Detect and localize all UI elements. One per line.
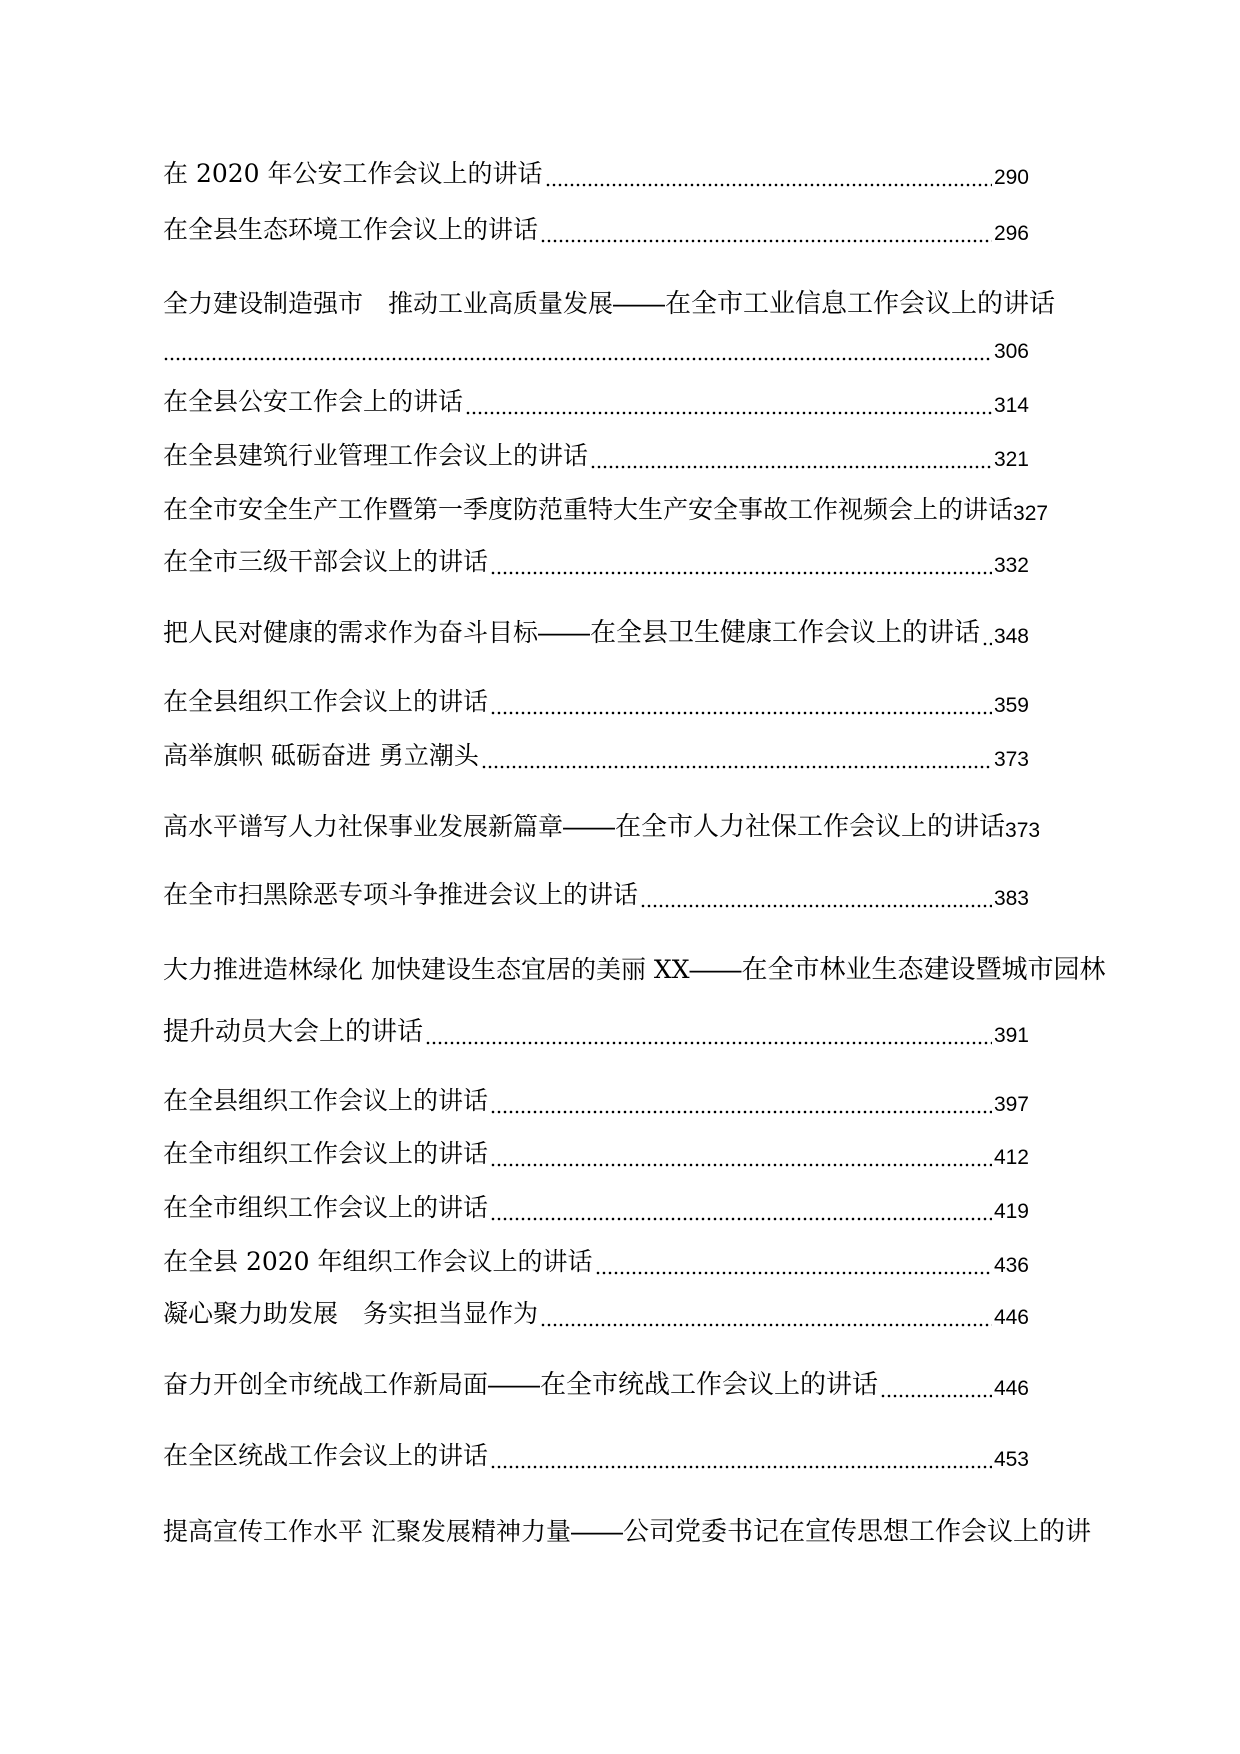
entry-title: 把人民对健康的需求作为奋斗目标 [163, 618, 539, 647]
entry-title: 高举旗帜 砥砺奋进 勇立潮头 [163, 741, 479, 770]
entry-title: 在全县生态环境工作会议上的讲话 [163, 215, 539, 244]
page-number: 383 [993, 887, 1029, 910]
page-number: 321 [993, 448, 1029, 471]
dot-leader [595, 1271, 992, 1275]
entry-subtitle: ——在全市统战工作会议上的讲话 [488, 1369, 879, 1399]
entry-title: 大力推进造林绿化 加快建设生态宜居的美丽 XX [163, 955, 690, 984]
entry-title: 奋力开创全市统战工作新局面 [163, 1370, 489, 1399]
dot-leader [490, 1217, 992, 1221]
toc-entry-continuation [163, 335, 1029, 369]
page-number: 296 [993, 222, 1029, 245]
page-number: 314 [993, 394, 1029, 417]
dot-leader [481, 765, 992, 769]
toc-entry [163, 743, 1029, 777]
entry-title: 在全县 2020 年组织工作会议上的讲话 [163, 1247, 593, 1276]
toc-entry [163, 882, 1029, 916]
toc-entry [163, 161, 1029, 195]
dot-leader [880, 1394, 992, 1398]
toc-entry-continuation [163, 1016, 1029, 1053]
toc-entry [163, 811, 1041, 848]
toc-entry [163, 389, 1029, 423]
dot-leader [982, 642, 992, 646]
page-number: 373 [993, 748, 1029, 771]
page-number: 412 [993, 1146, 1029, 1169]
toc-entry [163, 1301, 1029, 1335]
page-number: 327 [1013, 502, 1049, 525]
entry-title: 在全市扫黑除恶专项斗争推进会议上的讲话 [163, 880, 639, 909]
page-number: 446 [993, 1377, 1029, 1400]
page-number: 436 [993, 1254, 1029, 1277]
dot-leader [490, 571, 992, 575]
entry-title: 在 2020 年公安工作会议上的讲话 [163, 159, 543, 188]
dot-leader [425, 1041, 992, 1045]
entry-title: 在全县建筑行业管理工作会议上的讲话 [163, 441, 589, 470]
entry-subtitle: ——在全市人力社保工作会议上的讲话 [563, 811, 1006, 841]
toc-entry [163, 495, 1049, 531]
dot-leader [540, 1323, 992, 1327]
page-number: 391 [993, 1024, 1029, 1047]
dot-leader [590, 465, 992, 469]
page-number: 446 [993, 1306, 1029, 1329]
toc-entry [163, 689, 1029, 723]
entry-title: 在全市安全生产工作暨第一季度防范重特大生产安全事故工作视频会上的讲话 [163, 495, 1014, 524]
entry-title: 在全区统战工作会议上的讲话 [163, 1441, 489, 1470]
page-number: 397 [993, 1093, 1029, 1116]
page-number: 419 [993, 1200, 1029, 1223]
entry-title: 凝心聚力助发展 务实担当显作为 [163, 1299, 539, 1328]
toc-entry [163, 952, 1106, 986]
toc-entry [163, 1141, 1029, 1175]
toc-entry [163, 217, 1029, 251]
entry-subtitle: ——公司党委书记在宣传思想工作会议上的讲 [570, 1516, 1091, 1546]
dot-leader [545, 183, 992, 187]
toc-entry [163, 1249, 1029, 1283]
dot-leader [490, 1110, 992, 1114]
entry-title: 高水平谱写人力社保事业发展新篇章 [163, 812, 564, 841]
entry-title: 在全市组织工作会议上的讲话 [163, 1139, 489, 1168]
dot-leader [163, 357, 992, 361]
page-number: 348 [993, 625, 1029, 648]
toc-entry [163, 1195, 1029, 1229]
entry-subtitle: ——在全市林业生态建设暨城市园林 [689, 954, 1106, 984]
page-number: 453 [993, 1448, 1029, 1471]
dot-leader [490, 711, 992, 715]
toc-entry [163, 1369, 1029, 1406]
entry-title: 在全县组织工作会议上的讲话 [163, 1086, 489, 1115]
entry-title: 在全县组织工作会议上的讲话 [163, 687, 489, 716]
toc-entry [163, 1514, 1091, 1548]
toc-entry [163, 443, 1029, 477]
toc-entry [163, 1443, 1029, 1477]
entry-title: 在全市组织工作会议上的讲话 [163, 1193, 489, 1222]
toc-entry [163, 549, 1029, 583]
entry-title: 提高宣传工作水平 汇聚发展精神力量 [163, 1517, 571, 1546]
entry-title: 在全市三级干部会议上的讲话 [163, 547, 489, 576]
page-number: 306 [993, 340, 1029, 363]
entry-subtitle: ——在全市工业信息工作会议上的讲话 [613, 288, 1056, 318]
page-number: 332 [993, 554, 1029, 577]
dot-leader [490, 1465, 992, 1469]
page-number: 290 [993, 166, 1029, 189]
toc-entry [163, 286, 1055, 320]
dot-leader [640, 904, 992, 908]
page-number: 359 [993, 694, 1029, 717]
toc-entry [163, 617, 1029, 654]
page-number: 373 [1005, 819, 1041, 842]
entry-title: 在全县公安工作会上的讲话 [163, 387, 464, 416]
dot-leader [540, 239, 992, 243]
entry-subtitle-continued: 提升动员大会上的讲话 [163, 1016, 424, 1046]
entry-subtitle: ——在全县卫生健康工作会议上的讲话 [538, 617, 981, 647]
entry-title: 全力建设制造强市 推动工业高质量发展 [163, 289, 614, 318]
dot-leader [465, 411, 992, 415]
toc-entry [163, 1088, 1029, 1122]
dot-leader [490, 1163, 992, 1167]
